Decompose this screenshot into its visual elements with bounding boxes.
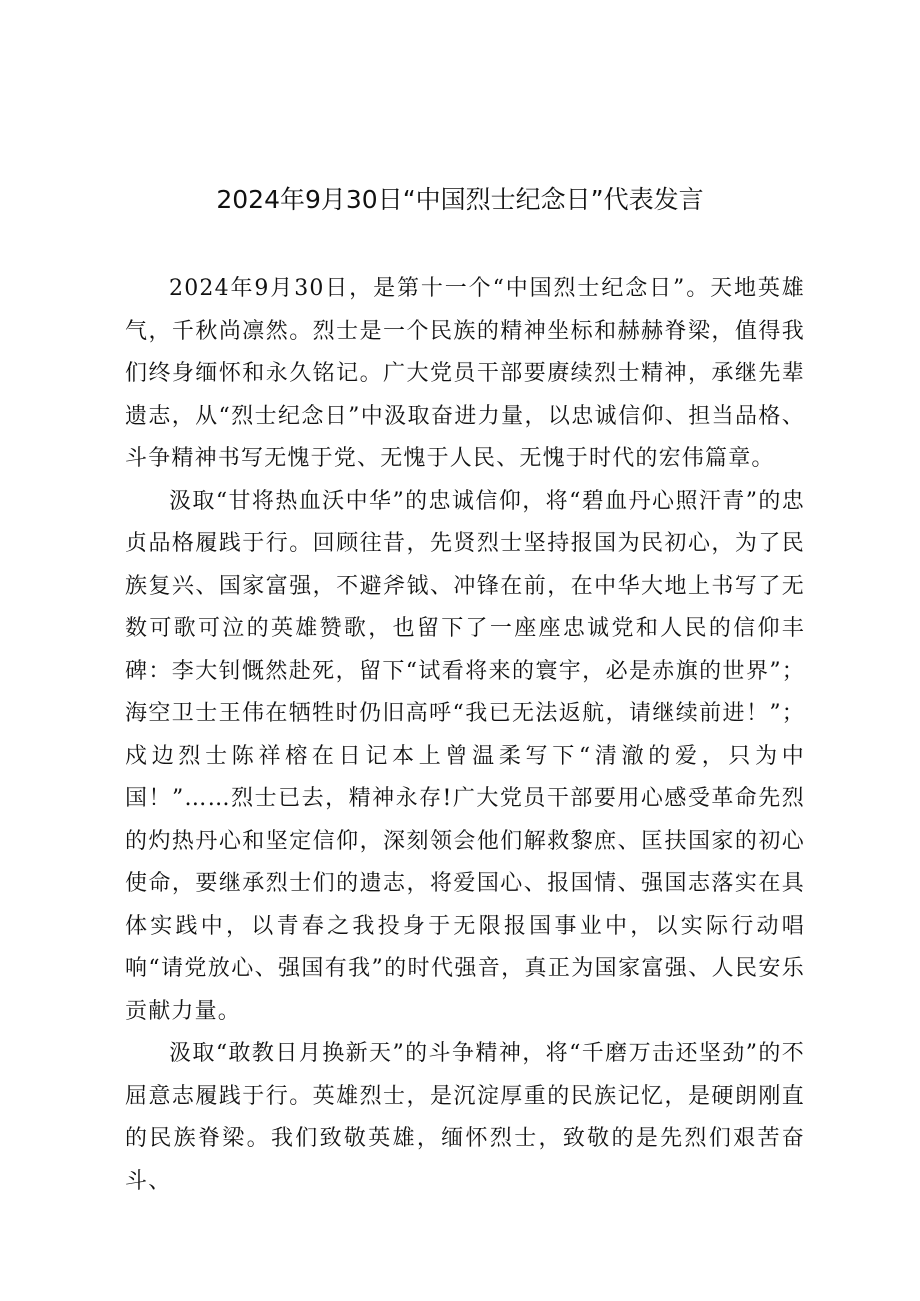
paragraph-3: 汲取“敢教日月换新天”的斗争精神，将“千磨万击还坚劲”的不屈意志履践于行。英雄烈士，是沉淀厚重的民族记忆，是硬朗刚直的民族脊梁。我们致敬英雄，缅怀烈士，致敬的是先烈们艰苦奋斗、 bbox=[125, 1041, 805, 1194]
paragraph-2: 汲取“甘将热血沃中华”的忠诚信仰，将“碧血丹心照汗青”的忠贞品格履践于行。回顾往昔，先贤烈士坚持报国为民初心，为了民族复兴、国家富强，不避斧钺、冲锋在前，在中华大地上书写了无数可歌可泣的英雄赞歌，也留下了一座座忠诚党和人民的信仰丰碑：李大钊慨然赴死，留下“试看将来的寰宇，必是赤旗的世界”；海空卫士王伟在牺牲时仍旧高呼“我已无法返航，请继续前进！”；戍边烈士陈祥榕在日记本上曾温柔写下“清澈的爱，只为中国！”……烈士已去，精神永存!广大党员干部要用心感受革命先烈的灼热丹心和坚定信仰，深刻领会他们解救黎庶、匡扶国家的初心使命，要继承烈士们的遗志，将爱国心、报国情、强国志落实在具体实践中，以青春之我投身于无限报国事业中，以实际行动唱响“请党放心、强国有我”的时代强音，真正为国家富强、人民安乐贡献力量。 bbox=[125, 488, 805, 1024]
document-title: 2024年9月30日“中国烈士纪念日”代表发言 bbox=[216, 185, 704, 214]
paragraph-1: 2024年9月30日，是第十一个“中国烈士纪念日”。天地英雄气，千秋尚凛然。烈士是一个民族的精神坐标和赫赫脊梁，值得我们终身缅怀和永久铭记。广大党员干部要赓续烈士精神，承继先辈遗志，从“烈士纪念日”中汲取奋进力量，以忠诚信仰、担当品格、斗争精神书写无愧于党、无愧于人民、无愧于时代的宏伟篇章。 bbox=[125, 276, 805, 471]
document-body bbox=[125, 268, 805, 1203]
